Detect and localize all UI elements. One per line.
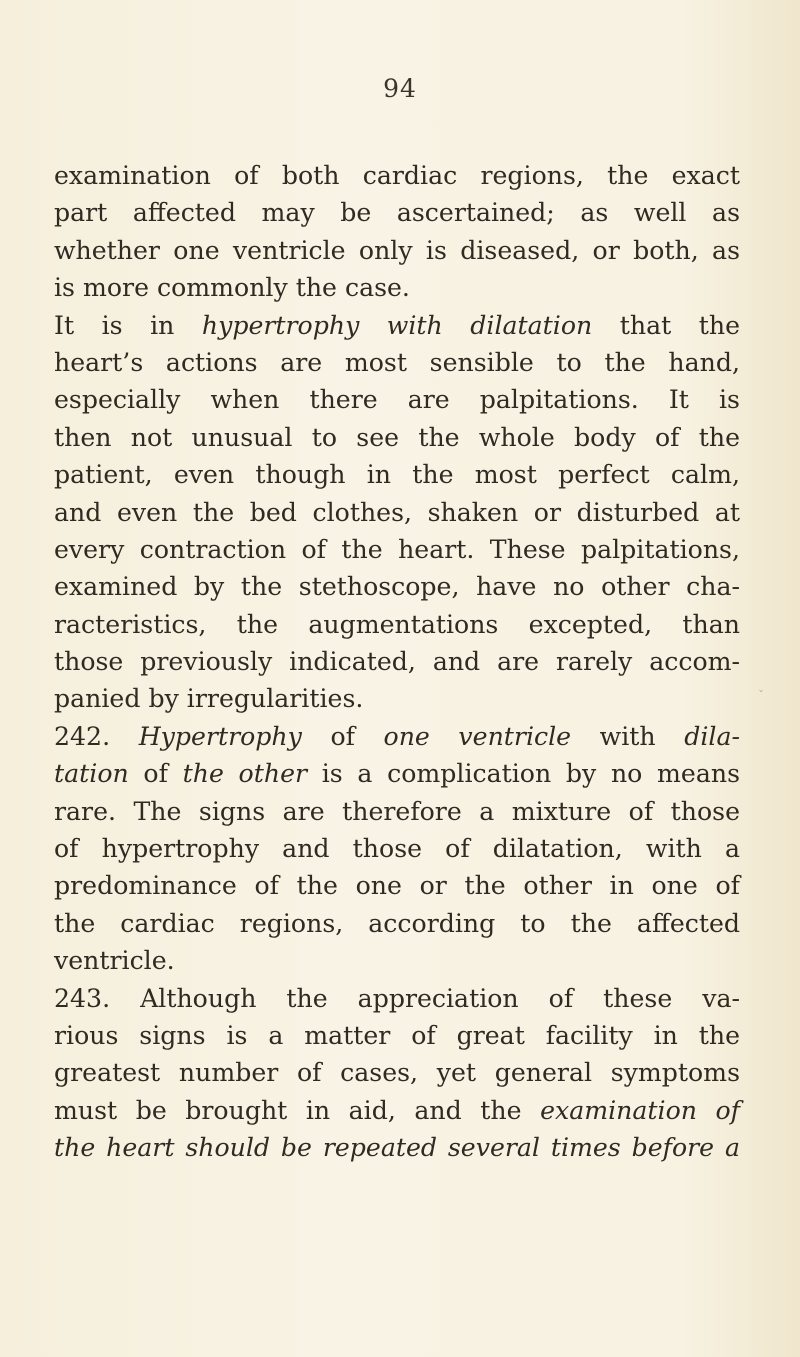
text-segment: with [571, 721, 685, 751]
italic-text: the heart should be repeated several times before a [54, 1133, 740, 1163]
text-line [54, 830, 740, 867]
text-segment: of [301, 721, 384, 751]
italic-text: one ventricle [383, 721, 572, 751]
text-segment: of [128, 759, 183, 789]
body-text [54, 157, 740, 1167]
text-line [54, 1017, 740, 1054]
text-segment: examined by the stethoscope, have no other cha- [54, 572, 740, 602]
text-line [54, 157, 740, 194]
text-line [54, 1054, 740, 1091]
text-line [54, 980, 740, 1017]
text-line [54, 456, 740, 493]
text-line [54, 232, 740, 269]
text-segment: especially when there are palpitations. It is [54, 385, 740, 415]
text-line [54, 606, 740, 643]
page-number: 94 [383, 74, 417, 103]
text-segment: part affected may be ascertained; as well as [54, 198, 740, 228]
text-line [54, 194, 740, 231]
text-line [54, 344, 740, 381]
text-segment: racteristics, the augmentations excepted, than [54, 609, 740, 639]
text-line [54, 1129, 740, 1166]
text-segment: patient, even though in the most perfect calm, [54, 460, 740, 490]
text-segment: 243. Although the appreciation of these va- [54, 983, 740, 1013]
text-segment: greatest number of cases, yet general symptoms [54, 1058, 740, 1088]
text-segment: that the [592, 310, 740, 340]
text-line [54, 531, 740, 568]
text-line [54, 718, 740, 755]
margin-mark: ˯ [758, 678, 764, 692]
text-segment: rious signs is a matter of great facility in the [54, 1020, 740, 1050]
text-segment: then not unusual to see the whole body of the [54, 422, 740, 452]
text-segment: 242. [54, 721, 139, 751]
text-line [54, 568, 740, 605]
text-segment: of hypertrophy and those of dilatation, with a [54, 834, 740, 864]
text-line [54, 643, 740, 680]
text-segment: heart’s actions are most sensible to the hand, [54, 347, 740, 377]
text-segment: every contraction of the heart. These palpitations, [54, 534, 740, 564]
italic-text: Hypertrophy [138, 721, 302, 751]
text-segment: examination of both cardiac regions, the exact [54, 161, 740, 190]
text-segment: and even the bed clothes, shaken or disturbed at [54, 497, 740, 527]
italic-text: hypertrophy with dilatation [201, 310, 593, 340]
text-segment: is more commonly the case. [54, 273, 410, 303]
italic-text: the other [182, 759, 308, 789]
text-line [54, 942, 740, 979]
text-segment: those previously indicated, and are rarely accom- [54, 647, 740, 677]
text-segment: the cardiac regions, according to the affected [54, 908, 740, 938]
text-line [54, 494, 740, 531]
text-segment: rare. The signs are therefore a mixture of those [54, 796, 740, 826]
text-line [54, 269, 740, 306]
text-segment: whether one ventricle only is diseased, or both, as [54, 235, 740, 265]
text-line [54, 755, 740, 792]
text-line [54, 1092, 740, 1129]
text-line [54, 905, 740, 942]
text-segment: predominance of the one or the other in one of [54, 871, 740, 901]
text-segment: must be brought in aid, and the [54, 1095, 541, 1125]
text-line [54, 793, 740, 830]
text-line [54, 867, 740, 904]
text-line [54, 680, 740, 717]
text-line [54, 307, 740, 344]
text-segment: panied by irregularities. [54, 684, 364, 714]
text-segment: is a complication by no means [307, 759, 740, 789]
text-line [54, 381, 740, 418]
italic-text: tation [54, 759, 129, 789]
italic-text: examination of [540, 1095, 740, 1125]
italic-text: dila- [684, 721, 740, 751]
text-line [54, 419, 740, 456]
text-segment: It is in [54, 310, 202, 340]
text-segment: ventricle. [54, 946, 175, 976]
